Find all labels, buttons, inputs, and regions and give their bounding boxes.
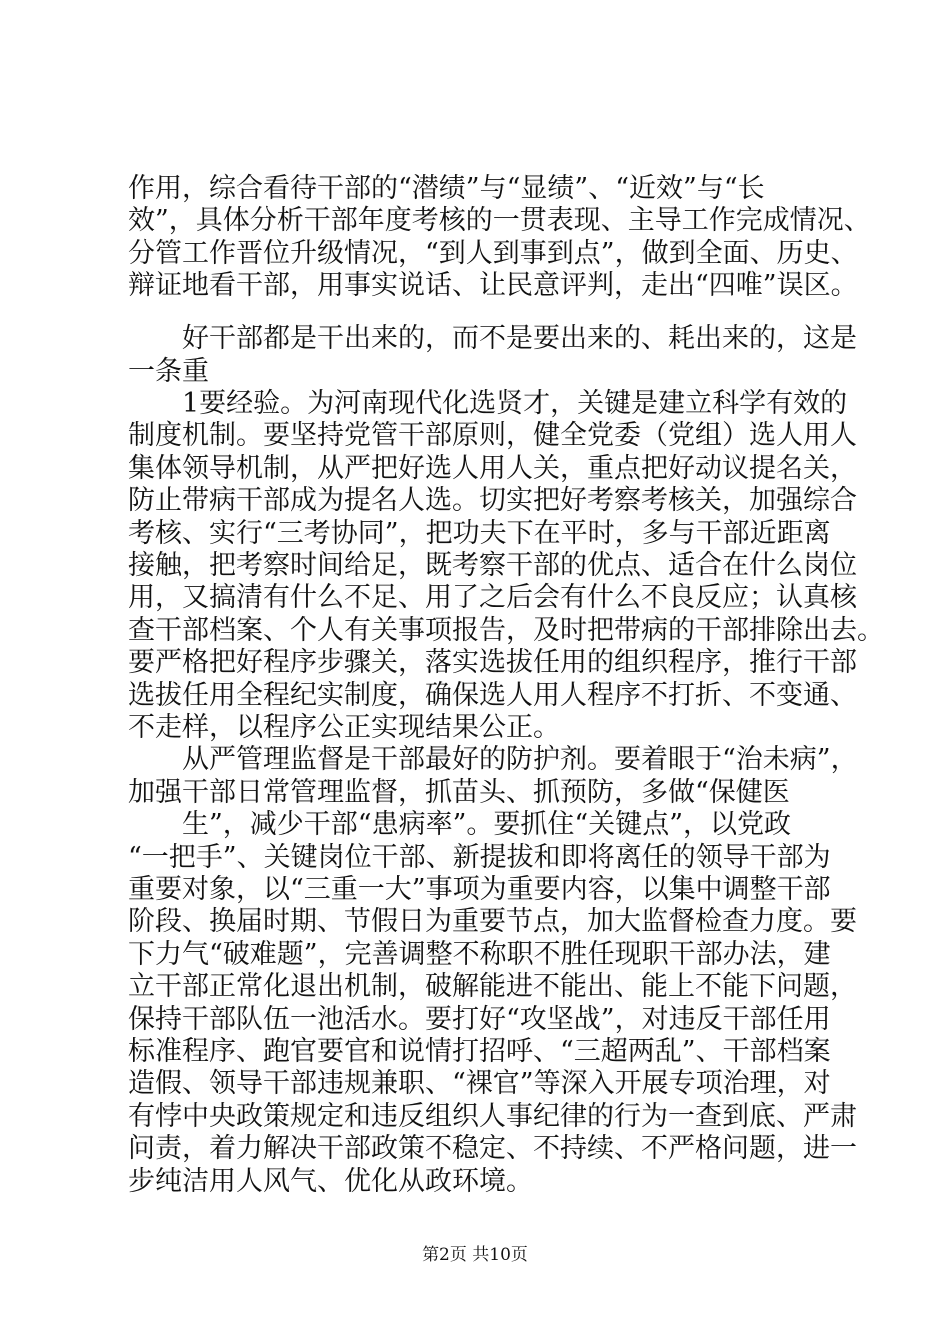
page-number-footer: 第2页 共10页: [422, 1245, 528, 1265]
text-line: “一把手”、关键岗位干部、新提拔和即将离任的领导干部为: [128, 841, 831, 873]
text-line: 造假、领导干部违规兼职、“裸官”等深入开展专项治理，对: [128, 1068, 831, 1100]
text-line: 集体领导机制，从严把好选人用人关，重点把好动议提名关，: [128, 452, 857, 484]
text-line: 一条重: [128, 355, 209, 387]
text-line: 步纯洁用人风气、优化从政环境。: [128, 1165, 533, 1197]
text-line: 分管工作晋位升级情况，“到人到事到点”，做到全面、历史、: [128, 237, 858, 269]
text-line: 作用，综合看待干部的“潜绩”与“显绩”、“近效”与“长: [128, 173, 765, 204]
text-line: 辩证地看干部，用事实说话、让民意评判，走出“四唯”误区。: [128, 270, 858, 302]
text-line: 有悖中央政策规定和违反组织人事纪律的行为一查到底、严肃: [128, 1100, 857, 1132]
text-line: 制度机制。要坚持党管干部原则，健全党委（党组）选人用人: [128, 420, 857, 452]
text-line: 1要经验。为河南现代化选贤才，关键是建立科学有效的: [128, 388, 848, 419]
text-line: 要严格把好程序步骤关，落实选拔任用的组织程序，推行干部: [128, 647, 857, 679]
text-line: 好干部都是干出来的，而不是要出来的、耗出来的，这是: [128, 323, 857, 355]
text-line: 加强干部日常管理监督，抓苗头、抓预防，多做“保健医: [128, 776, 790, 808]
text-line: 阶段、换届时期、节假日为重要节点，加大监督检查力度。要: [128, 906, 857, 938]
text-line: 考核、实行“三考协同”，把功夫下在平时，多与干部近距离: [128, 517, 831, 549]
text-line: 选拔任用全程纪实制度，确保选人用人程序不打折、不变通、: [128, 679, 857, 711]
text-line: 保持干部队伍一池活水。要打好“攻坚战”，对违反干部任用: [128, 1003, 831, 1035]
text-line: 重要对象，以“三重一大”事项为重要内容，以集中调整干部: [128, 874, 831, 905]
text-line: 问责，着力解决干部政策不稳定、不持续、不严格问题，进一: [128, 1133, 857, 1165]
text-line: 下力气“破难题”，完善调整不称职不胜任现职干部办法，建: [128, 938, 831, 970]
text-line: 防止带病干部成为提名人选。切实把好考察考核关，加强综合: [128, 485, 857, 517]
text-line: 从严管理监督是干部最好的防护剂。要着眼于“治未病”，: [128, 744, 858, 776]
text-line: 查干部档案、个人有关事项报告，及时把带病的干部排除出去。: [128, 614, 884, 646]
text-line: 立干部正常化退出机制，破解能进不能出、能上不能下问题，: [128, 971, 857, 1003]
text-line: 标准程序、跑官要官和说情打招呼、“三超两乱”、干部档案: [128, 1036, 831, 1067]
text-line: 接触，把考察时间给足，既考察干部的优点、适合在什么岗位: [128, 550, 857, 581]
text-line: 生”，减少干部“患病率”。要抓住“关键点”，以党政: [128, 809, 792, 841]
text-line: 效”，具体分析干部年度考核的一贯表现、主导工作完成情况、: [128, 205, 871, 237]
text-line: 不走样，以程序公正实现结果公正。: [128, 712, 560, 743]
text-line: 用，又搞清有什么不足、用了之后会有什么不良反应；认真核: [128, 582, 857, 614]
